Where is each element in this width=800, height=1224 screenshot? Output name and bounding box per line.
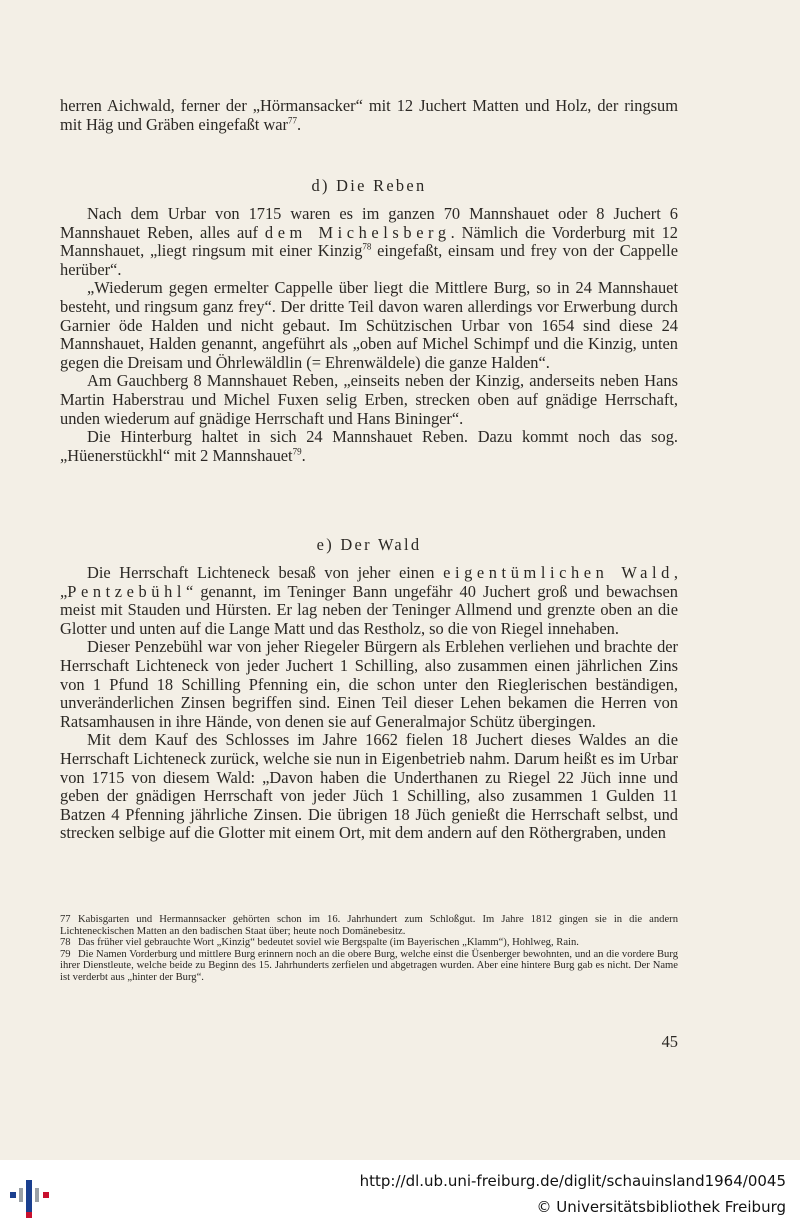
section-d-paragraph-2: „Wiederum gegen ermelter Cappelle über liegt die Mittlere Burg, so in 24 Mannshauet besteht, und ringsum ganz frey“. Der dritte Teil davon waren allerdings vor Erwerbung durch Garnier öde Halden und nicht gebaut. Im Schützischen Urbar von 1654 sind diese 24 Mannshauet, Halden genannt, angeführt als „oben auf Michel Schimpf und die Kinzig, unten gegen die Dreisam und Öhrlewäldlin (= Ehrenwäldele) die ganze Halden“. (60, 278, 678, 372)
section-e-paragraph-3: Mit dem Kauf des Schlosses im Jahre 1662 fielen 18 Juchert dieses Waldes an die Herrschaft Lichteneck zurück, welche sie nun in Eigenbetrieb nahm. Darum heißt es im Urbar von 1715 von diesem Wald: „Davon haben die Underthanen zu Riegel 22 Jüch inne und geben der gnädigen Herrschaft von jeder Jüch 1 Schilling, also zusammen 1 Gulden 11 Batzen 4 Pfenning jährliche Zinsen. Die übrigen 18 Jüch genießt die Herrschaft selbst, und strecken selbige auf die Glotter mit einem Ort, mit dem andern auf den Röthergraben, unden (60, 730, 678, 843)
viewer-footer (0, 1160, 800, 1224)
text-run: . Nämlich die Vorderburg mit 12 Mannshauet, „liegt ringsum mit einer Kinzig (60, 222, 678, 261)
section-d-paragraph-3: Am Gauchberg 8 Mannshauet Reben, „einseits neben der Kinzig, anderseits neben Hans Martin Haberstrau und Michel Fuxen selig Erben, strecken oben auf gnädige Herrschaft, unden wiederum auf gnädige Herrschaft und Hans Bininger“. (60, 371, 678, 428)
section-heading-d: d) Die Reben (311, 176, 427, 195)
intro-text-end: . (297, 114, 302, 134)
footnote-ref-77[interactable]: 77 (288, 115, 298, 126)
section-d-paragraph-1 (60, 205, 678, 279)
section-e-paragraph-1 (60, 564, 678, 638)
spaced-text: Pentzebühl (67, 581, 187, 601)
text-run: Die Hinterburg haltet in sich 24 Mannshauet Reben. Dazu kommt noch das sog. „Hüenerstückhl“ mit 2 Mannshauet (60, 427, 678, 465)
footnote-79 (60, 949, 678, 984)
intro-text (60, 97, 678, 134)
intro-text-run: herren Aichwald, ferner der „Hörmansacker“ mit 12 Juchert Matten und Holz, der ringsum mit Häg und Gräben eingefaßt war (60, 96, 678, 134)
copyright-notice: © Universitätsbibliothek Freiburg (536, 1198, 786, 1216)
text-run: Nach dem Urbar von 1715 waren es im ganzen 70 Mannshauet oder 8 Juchert 6 Mannshauet Reben, alles auf (60, 204, 678, 242)
section-d-paragraph-4 (60, 428, 678, 465)
footnote-text: Kabisgarten und Hermannsacker gehörten schon im 16. Jahrhundert zum Schloßgut. Im Jahre 1812 gingen sie in die andern Lichteneckischen Matten an den badischen Staat über; heute noch Domänebesitz. (60, 914, 678, 937)
footnote-78 (60, 937, 678, 949)
text-run: “ genannt, im Teninger Bann ungefähr 40 Juchert groß und bewachsen meist mit Stauden und Hürsten. Er lag neben der Teninger Allmend und grenzte oben an die Glotter und unten auf die Lange Matt und das Restholz, so die von Riegel innehaben. (60, 581, 678, 638)
section-e-paragraph-2: Dieser Penzebühl war von jeher Riegeler Bürgern als Erblehen verliehen und brachte der Herrschaft Lichteneck von jeder Juchert 1 Schilling, also zusammen einen jährlichen Zins von 1 Pfund 18 Schilling Pfenning ein, die schon unter den Rieglerischen beständigen, unveränderlichen Zinsen begriffen sind. Einen Teil dieser Lehen bekamen die Herren von Ratsamhausen in ihre Hände, von denen sie auf Generalmajor Schütz übergingen. (60, 637, 678, 731)
footnote-77 (60, 914, 678, 937)
footnote-number: 79 (60, 948, 71, 960)
footnote-text: Das früher viel gebrauchte Wort „Kinzig“ bedeutet soviel wie Bergspalte (im Bayerischen „Klamm“), Hohlweg, Rain. (78, 937, 579, 949)
footnote-number: 77 (60, 914, 71, 925)
footnote-number: 78 (60, 937, 71, 949)
ub-freiburg-logo-icon[interactable] (10, 1178, 56, 1218)
section-heading-e: e) Der Wald (316, 535, 422, 554)
permalink-url[interactable]: http://dl.ub.uni-freiburg.de/diglit/schauinsland1964/0045 (359, 1172, 786, 1190)
section-d-body (60, 205, 678, 465)
text-run: , „ (60, 563, 678, 601)
footnote-ref-79[interactable]: 79 (292, 446, 302, 457)
text-run: eingefaßt, einsam und frey von der Cappelle herüber“. (60, 241, 678, 279)
text-run: . (301, 445, 306, 465)
footnotes (60, 914, 678, 984)
intro-paragraph (60, 97, 678, 134)
spaced-text: eigentümlichen Wald (443, 563, 674, 582)
footnote-ref-78[interactable]: 78 (362, 241, 372, 252)
page-number: 45 (661, 1032, 678, 1051)
spaced-text: dem Michelsberg (264, 222, 451, 242)
section-e-body (60, 564, 678, 843)
text-run: Die Herrschaft Lichteneck besaß von jeher einen (87, 563, 444, 582)
footnote-text: Die Namen Vorderburg und mittlere Burg erinnern noch an die obere Burg, welche einst die Üsenberger bewohnten, und an die vordere Burg ihrer Dienstleute, welche beide zu Beginn des 15. Jahrhunderts zerfielen und abgetragen wurden. Aber eine hintere Burg gab es nicht. Der Name ist verderbt aus „hinter der Burg“. (60, 948, 678, 983)
